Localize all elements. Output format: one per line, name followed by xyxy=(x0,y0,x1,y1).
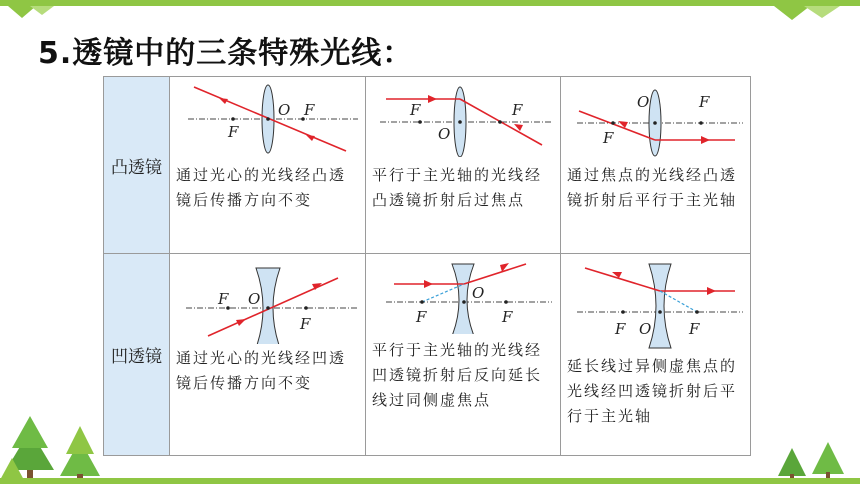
focal-label-f: F xyxy=(603,129,614,147)
concave-center-ray-diagram xyxy=(170,254,365,344)
optical-center-label-o: O xyxy=(472,284,485,302)
bottom-accent-bar xyxy=(0,478,860,484)
rule-description: 平行于主光轴的光线经凸透镜折射后过焦点 xyxy=(372,166,543,209)
row-label-convex: 凸透镜 xyxy=(104,77,170,253)
convex-parallel-ray-diagram xyxy=(366,77,560,157)
rule-description: 延长线过异侧虚焦点的光线经凹透镜折射后平行于主光轴 xyxy=(567,357,738,425)
optical-center-label-o: O xyxy=(438,125,451,143)
concave-cell-focal-ray xyxy=(561,254,750,455)
focal-label-f: F xyxy=(502,308,513,326)
focal-label-f: F xyxy=(689,320,700,338)
tree-decoration-left xyxy=(0,410,120,484)
optical-center-label-o: O xyxy=(637,93,650,111)
rule-description: 平行于主光轴的光线经凹透镜折射后反向延长线过同侧虚焦点 xyxy=(372,341,543,409)
concave-focal-ray-diagram xyxy=(561,254,750,350)
convex-center-ray-diagram xyxy=(170,77,365,157)
focal-label-f: F xyxy=(699,93,710,111)
focal-label-f: F xyxy=(512,101,523,119)
concave-cell-center-ray xyxy=(170,254,365,455)
focal-label-f: F xyxy=(228,123,239,141)
top-left-leaf-decoration xyxy=(0,0,60,22)
focal-label-f: F xyxy=(410,101,421,119)
convex-cell-parallel-ray xyxy=(366,77,560,253)
top-accent-bar xyxy=(0,0,860,6)
focal-label-f: F xyxy=(615,320,626,338)
rule-description: 通过光心的光线经凸透镜后传播方向不变 xyxy=(176,166,347,209)
focal-label-f: F xyxy=(416,308,427,326)
convex-cell-focal-ray xyxy=(561,77,750,253)
page-title: 5.透镜中的三条特殊光线： xyxy=(38,36,414,71)
row-label-concave: 凹透镜 xyxy=(104,253,170,455)
concave-cell-parallel-ray xyxy=(366,254,560,455)
focal-label-f: F xyxy=(304,101,315,119)
concave-parallel-ray-diagram xyxy=(366,254,560,334)
focal-label-f: F xyxy=(218,290,229,308)
rule-description: 通过光心的光线经凹透镜后传播方向不变 xyxy=(176,349,347,392)
lens-table xyxy=(103,76,751,456)
focal-label-f: F xyxy=(300,315,311,333)
rule-description: 通过焦点的光线经凸透镜折射后平行于主光轴 xyxy=(567,166,738,209)
convex-cell-center-ray xyxy=(170,77,365,253)
convex-focal-ray-diagram xyxy=(561,77,750,157)
optical-center-label-o: O xyxy=(248,290,261,308)
top-right-leaf-decoration xyxy=(770,0,860,24)
optical-center-label-o: O xyxy=(639,320,652,338)
optical-center-label-o: O xyxy=(278,101,291,119)
